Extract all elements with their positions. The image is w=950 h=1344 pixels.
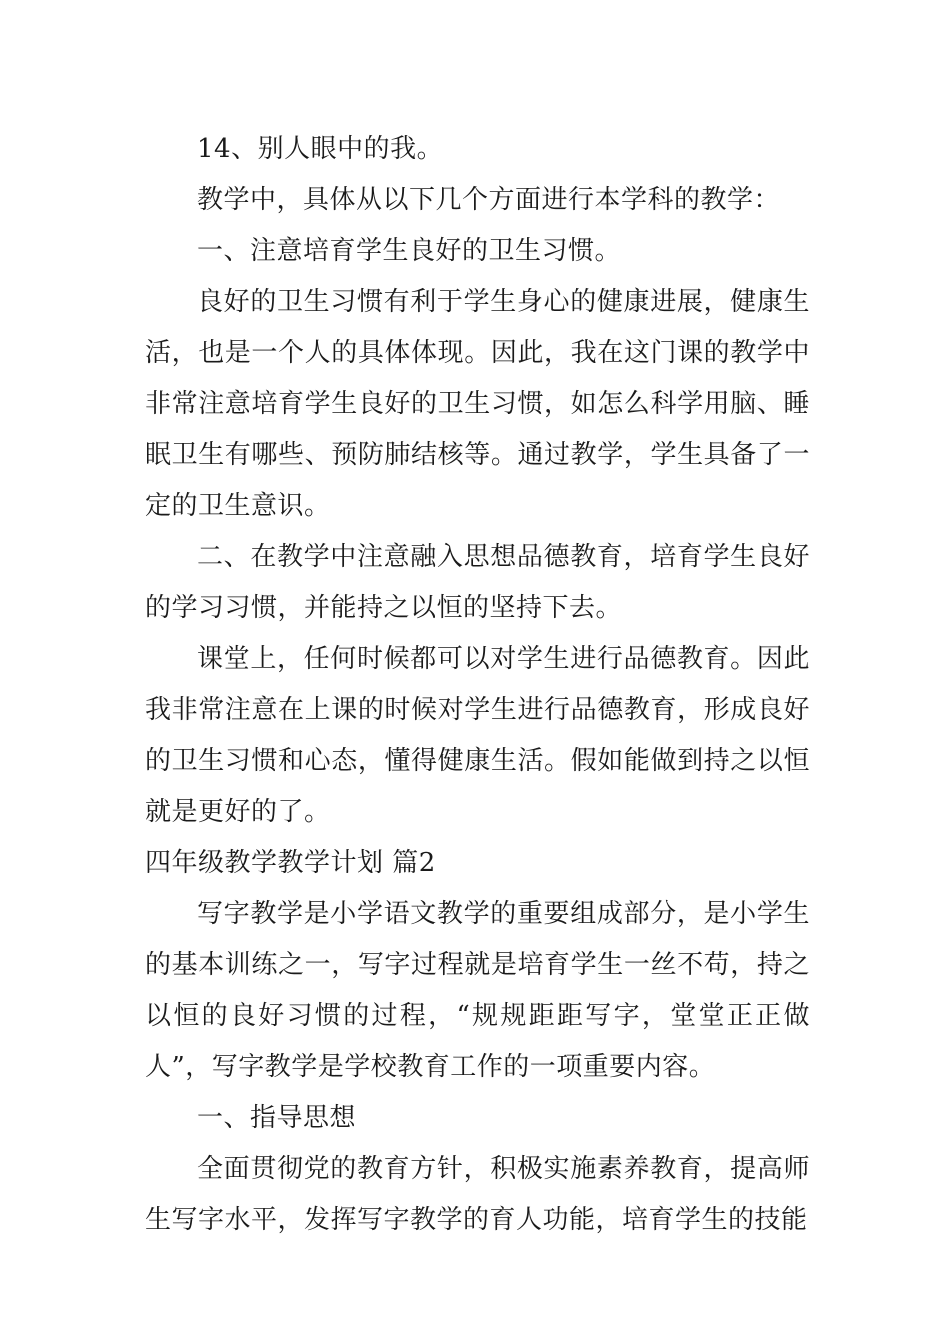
section-heading-hygiene: 一、注意培育学生良好的卫生习惯。	[197, 236, 622, 266]
body-paragraph-moral-education: 课堂上，任何时候都可以对学生进行品德教育。因此我非常注意在上课的时候对学生进行品德教育，形成良好的卫生习惯和心态，懂得健康生活。假如能做到持之以恒就是更好的了。	[145, 644, 810, 827]
article-title-part-2: 四年级教学教学计划 篇2	[145, 848, 436, 878]
body-paragraph-hygiene: 良好的卫生习惯有利于学生身心的健康进展，健康生活，也是一个人的具体体现。因此，我在这门课的教学中非常注意培育学生良好的卫生习惯，如怎么科学用脑、睡眠卫生有哪些、预防肺结核等。通过教学，学生具备了一定的卫生意识。	[145, 287, 810, 521]
intro-paragraph: 教学中，具体从以下几个方面进行本学科的教学：	[197, 185, 781, 215]
body-paragraph-writing: 写字教学是小学语文教学的重要组成部分，是小学生的基本训练之一，写字过程就是培育学生一丝不苟，持之以恒的良好习惯的过程，“规规距距写字，堂堂正正做人”，写字教学是学校教育工作的一项重要内容。	[145, 899, 810, 1082]
body-paragraph-guiding-ideology: 全面贯彻党的教育方针，积极实施素养教育，提高师生写字水平，发挥写字教学的育人功能，培育学生的技能	[145, 1154, 810, 1235]
list-item-14: 14、别人眼中的我。	[197, 134, 444, 164]
document-body	[145, 124, 810, 1246]
section-heading-guiding-ideology: 一、指导思想	[197, 1103, 357, 1133]
section-heading-moral-education: 二、在教学中注意融入思想品德教育，培育学生良好的学习习惯，并能持之以恒的坚持下去。	[145, 542, 810, 623]
